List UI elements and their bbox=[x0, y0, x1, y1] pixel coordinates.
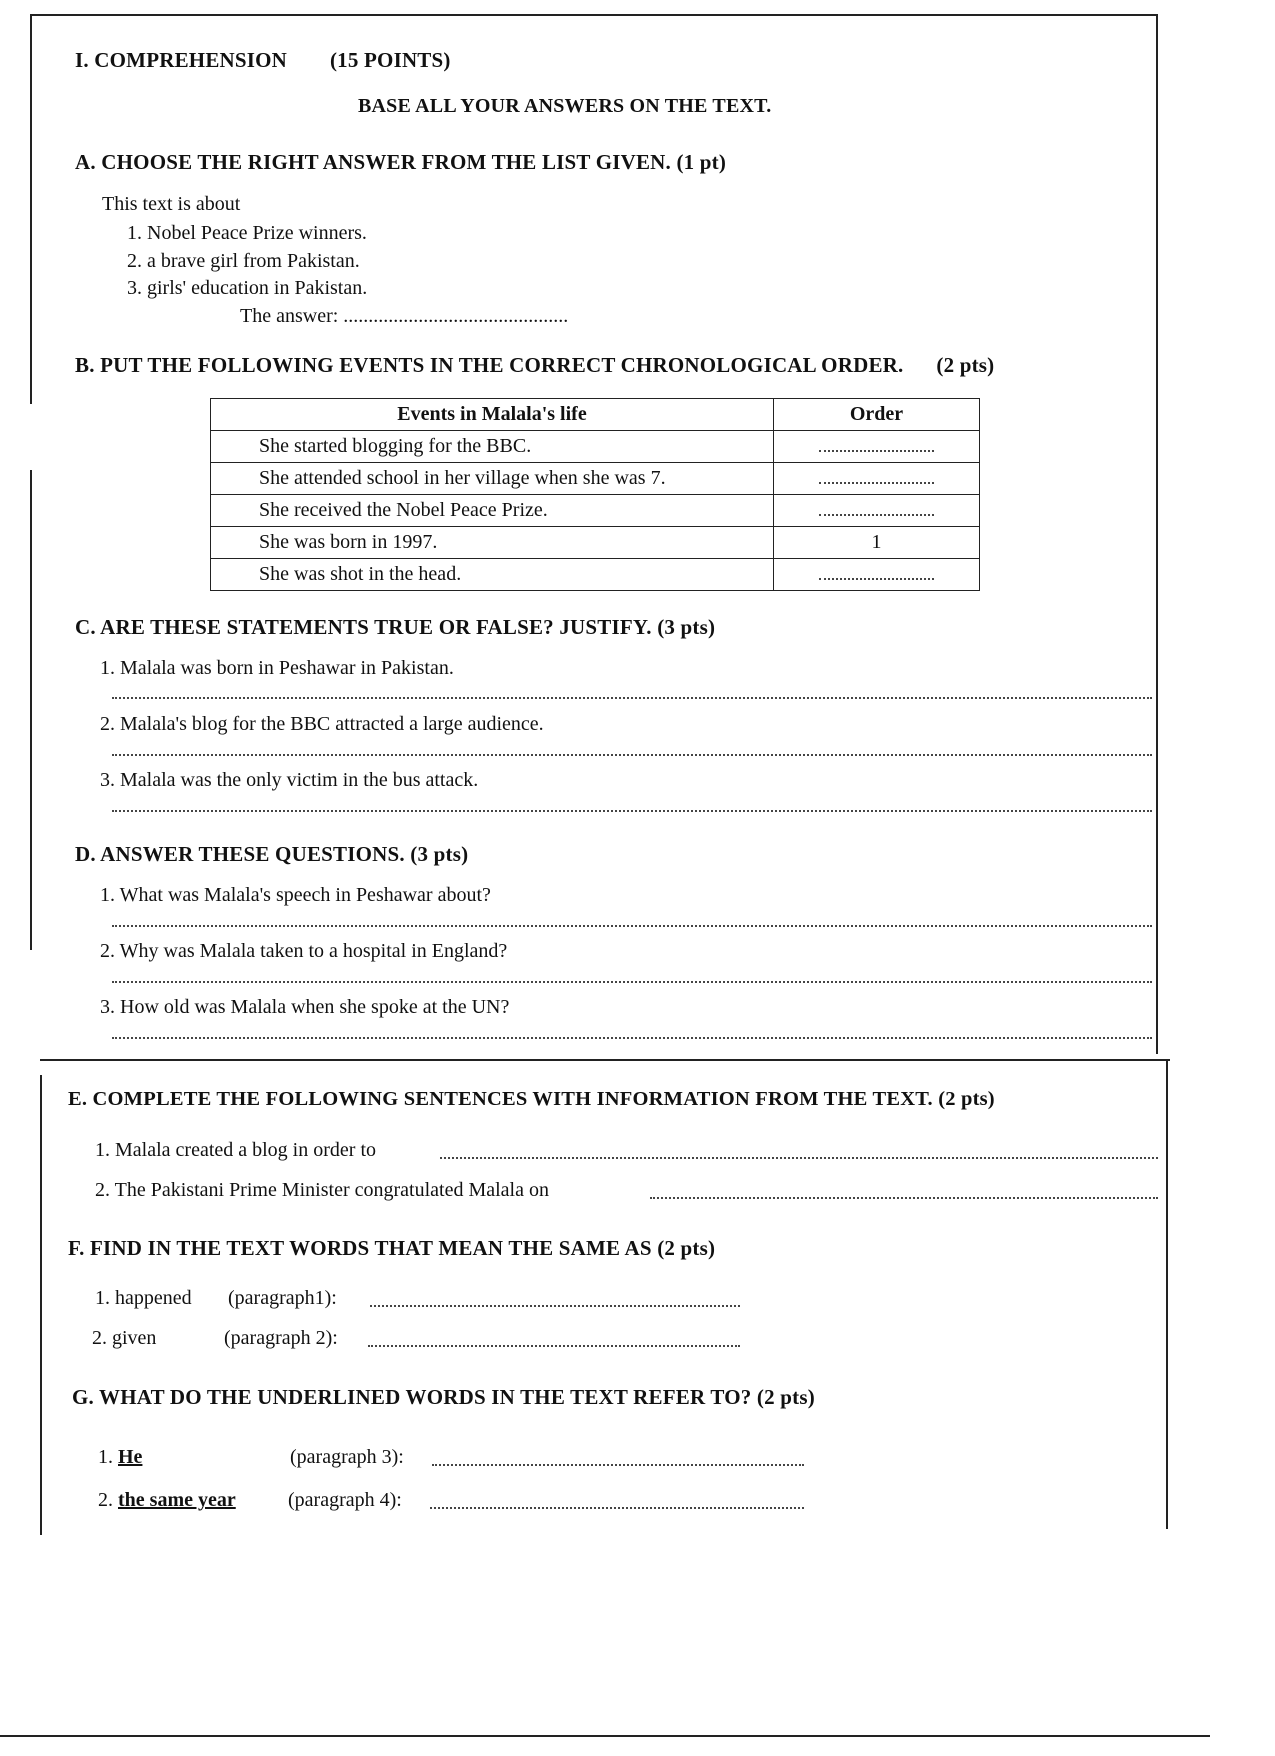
statement-3: 3. Malala was the only victim in the bus attack. bbox=[100, 769, 479, 791]
word-1: 1. happened bbox=[95, 1287, 192, 1309]
option-1: 1. Nobel Peace Prize winners. bbox=[127, 222, 367, 244]
table-row bbox=[211, 559, 980, 591]
order-cell: 1 bbox=[774, 527, 980, 559]
ref-para-1: (paragraph 3): bbox=[290, 1446, 404, 1468]
answer-line[interactable] bbox=[650, 1197, 1158, 1199]
sentence-1: 1. Malala created a blog in order to bbox=[95, 1139, 376, 1161]
instruction: BASE ALL YOUR ANSWERS ON THE TEXT. bbox=[358, 95, 772, 117]
word-2: 2. given bbox=[92, 1327, 157, 1349]
ref-para-2: (paragraph 4): bbox=[288, 1489, 402, 1511]
answer-line[interactable] bbox=[368, 1345, 740, 1347]
event-cell: She attended school in her village when she was 7. bbox=[211, 463, 774, 495]
section-divider-line bbox=[40, 1059, 1170, 1061]
statement-1: 1. Malala was born in Peshawar in Pakistan. bbox=[100, 657, 454, 679]
order-cell[interactable] bbox=[774, 559, 980, 591]
answer-line[interactable] bbox=[112, 754, 1152, 756]
heading-c: C. ARE THESE STATEMENTS TRUE OR FALSE? JUSTIFY. (3 pts) bbox=[75, 615, 716, 639]
event-cell: She started blogging for the BBC. bbox=[211, 431, 774, 463]
answer-line[interactable] bbox=[432, 1464, 804, 1466]
answer-line[interactable] bbox=[430, 1507, 804, 1509]
frame-left-line bbox=[30, 14, 32, 404]
answer-line[interactable] bbox=[112, 1037, 1152, 1039]
underlined-word: He bbox=[118, 1446, 143, 1468]
event-cell: She received the Nobel Peace Prize. bbox=[211, 495, 774, 527]
frame-right-line-2 bbox=[1166, 1059, 1168, 1529]
underlined-word: the same year bbox=[118, 1489, 236, 1511]
table-row bbox=[211, 463, 980, 495]
page-bottom-line bbox=[0, 1735, 1210, 1737]
order-blank[interactable] bbox=[819, 566, 934, 580]
heading-e: E. COMPLETE THE FOLLOWING SENTENCES WITH INFORMATION FROM THE TEXT. (2 pts) bbox=[68, 1088, 995, 1110]
ref-word-1: 1. He bbox=[98, 1446, 143, 1468]
answer-line[interactable] bbox=[370, 1305, 740, 1307]
order-blank[interactable] bbox=[819, 438, 934, 452]
table-row bbox=[211, 431, 980, 463]
question-stem-a: This text is about bbox=[102, 193, 241, 215]
sentence-2: 2. The Pakistani Prime Minister congratulated Malala on bbox=[95, 1179, 549, 1201]
order-cell[interactable] bbox=[774, 463, 980, 495]
frame-left-line-2 bbox=[40, 1075, 42, 1535]
option-2: 2. a brave girl from Pakistan. bbox=[127, 250, 360, 272]
event-cell: She was born in 1997. bbox=[211, 527, 774, 559]
statement-2: 2. Malala's blog for the BBC attracted a large audience. bbox=[100, 713, 544, 735]
option-3: 3. girls' education in Pakistan. bbox=[127, 277, 368, 299]
order-blank[interactable] bbox=[819, 470, 934, 484]
ref-1: (paragraph1): bbox=[228, 1287, 337, 1309]
heading-d: D. ANSWER THESE QUESTIONS. (3 pts) bbox=[75, 842, 469, 866]
answer-line[interactable] bbox=[440, 1157, 1158, 1159]
order-cell[interactable] bbox=[774, 495, 980, 527]
answer-line-a[interactable]: The answer: ............................................. bbox=[240, 305, 569, 327]
section-title: I. COMPREHENSION (15 POINTS) bbox=[75, 48, 451, 72]
heading-b-points: (2 pts) bbox=[936, 353, 995, 377]
answer-line[interactable] bbox=[112, 810, 1152, 812]
frame-left-line-lower bbox=[30, 470, 32, 950]
table-header-row bbox=[211, 399, 980, 431]
table-row bbox=[211, 495, 980, 527]
question-1: 1. What was Malala's speech in Peshawar about? bbox=[100, 884, 491, 906]
col-order-header: Order bbox=[774, 399, 980, 431]
ref-word-2: 2. the same year bbox=[98, 1489, 236, 1511]
ref-2: (paragraph 2): bbox=[224, 1327, 338, 1349]
events-table bbox=[210, 398, 980, 591]
col-event-header: Events in Malala's life bbox=[211, 399, 774, 431]
answer-line[interactable] bbox=[112, 981, 1152, 983]
frame-top-line bbox=[30, 14, 1158, 16]
event-cell: She was shot in the head. bbox=[211, 559, 774, 591]
question-3: 3. How old was Malala when she spoke at the UN? bbox=[100, 996, 510, 1018]
answer-line[interactable] bbox=[112, 697, 1152, 699]
frame-right-line bbox=[1156, 14, 1158, 1054]
heading-f: F. FIND IN THE TEXT WORDS THAT MEAN THE SAME AS (2 pts) bbox=[68, 1236, 716, 1260]
order-cell[interactable] bbox=[774, 431, 980, 463]
order-blank[interactable] bbox=[819, 502, 934, 516]
heading-g: G. WHAT DO THE UNDERLINED WORDS IN THE TEXT REFER TO? (2 pts) bbox=[72, 1385, 815, 1409]
answer-line[interactable] bbox=[112, 925, 1152, 927]
section-points: (15 POINTS) bbox=[329, 48, 451, 72]
table-row bbox=[211, 527, 980, 559]
question-2: 2. Why was Malala taken to a hospital in England? bbox=[100, 940, 508, 962]
heading-b: B. PUT THE FOLLOWING EVENTS IN THE CORRECT CHRONOLOGICAL ORDER. (2 pts) bbox=[75, 353, 995, 377]
heading-a: A. CHOOSE THE RIGHT ANSWER FROM THE LIST GIVEN. (1 pt) bbox=[75, 150, 727, 174]
